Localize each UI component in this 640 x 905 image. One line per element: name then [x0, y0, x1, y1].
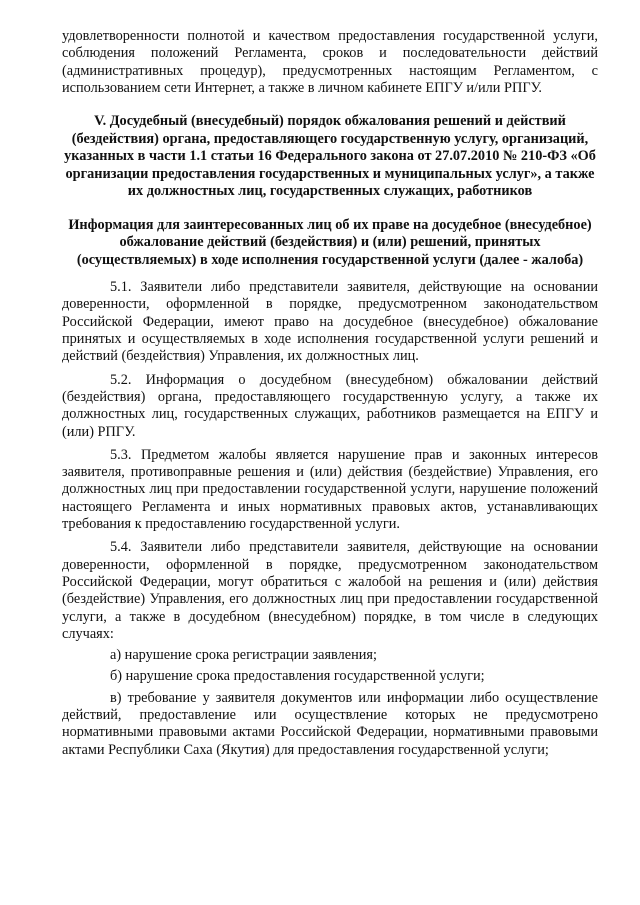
- paragraph-5-3: 5.3. Предметом жалобы является нарушение прав и законных интересов заявителя, противоправные решения и (или) действия (бездействие) Управления, его должностных лиц при предоставлении государственной услуги, нарушение положений настоящего Регламента и иных нормативных правовых актов, устанавливающих требования к предоставлению государственной услуги.: [62, 446, 598, 533]
- subheading: Информация для заинтересованных лиц об их праве на досудебное (внесудебное) обжалование действий (бездействия) и (или) решений, принятых (осуществляемых) в ходе исполнения государственной услуги (далее - жалоба): [68, 216, 592, 268]
- document-page: [62, 28, 598, 759]
- intro-paragraph: удовлетворенности полнотой и качеством предоставления государственной услуги, соблюдения положений Регламента, сроков и последовательности действий (административных процедур), предусмотренных настоящим Регламентом, с использованием сети Интернет, а также в личном кабинете ЕПГУ и/или РПГУ.: [62, 28, 598, 96]
- list-item-b: б) нарушение срока предоставления государственной услуги;: [110, 668, 485, 685]
- paragraph-5-2: 5.2. Информация о досудебном (внесудебном) обжаловании действий (бездействия) органа, предоставляющего государственную услугу, а также их должностных лиц, государственных служащих, работников размещается на ЕПГУ и (или) РПГУ.: [62, 371, 598, 440]
- section-heading: V. Досудебный (внесудебный) порядок обжалования решений и действий (бездействия) органа, предоставляющего государственную услугу, организаций, указанных в части 1.1 статьи 16 Федерального закона от 27.07.2010 № 210-ФЗ «Об организации предоставления государственных и муниципальных услуг», а также их должностных лиц, государственных служащих, работников: [64, 113, 596, 200]
- list-item-a: а) нарушение срока регистрации заявления;: [110, 647, 377, 664]
- list-item-c: в) требование у заявителя документов или информации либо осуществление действий, предоставление или осуществление которых не предусмотрено нормативными правовыми актами Российской Федерации, нормативными правовыми актами Республики Саха (Якутия) для предоставления государственной услуги;: [62, 689, 598, 758]
- paragraph-5-1: 5.1. Заявители либо представители заявителя, действующие на основании доверенности, оформленной в порядке, предусмотренном законодательством Российской Федерации, имеют право на досудебное (внесудебное) обжалование принятых и осуществляемых в ходе исполнения государственной услуги решений и действий (бездействия) Управления, их должностных лиц.: [62, 279, 598, 365]
- paragraph-5-4: 5.4. Заявители либо представители заявителя, действующие на основании доверенности, оформленной в порядке, предусмотренном законодательством Российской Федерации, могут обратиться с жалобой на решения и (или) действия (бездействие) Управления, его должностных лиц при предоставлении государственной услуги, а также в досудебном (внесудебном) порядке, в том числе в следующих случаях:: [62, 539, 598, 642]
